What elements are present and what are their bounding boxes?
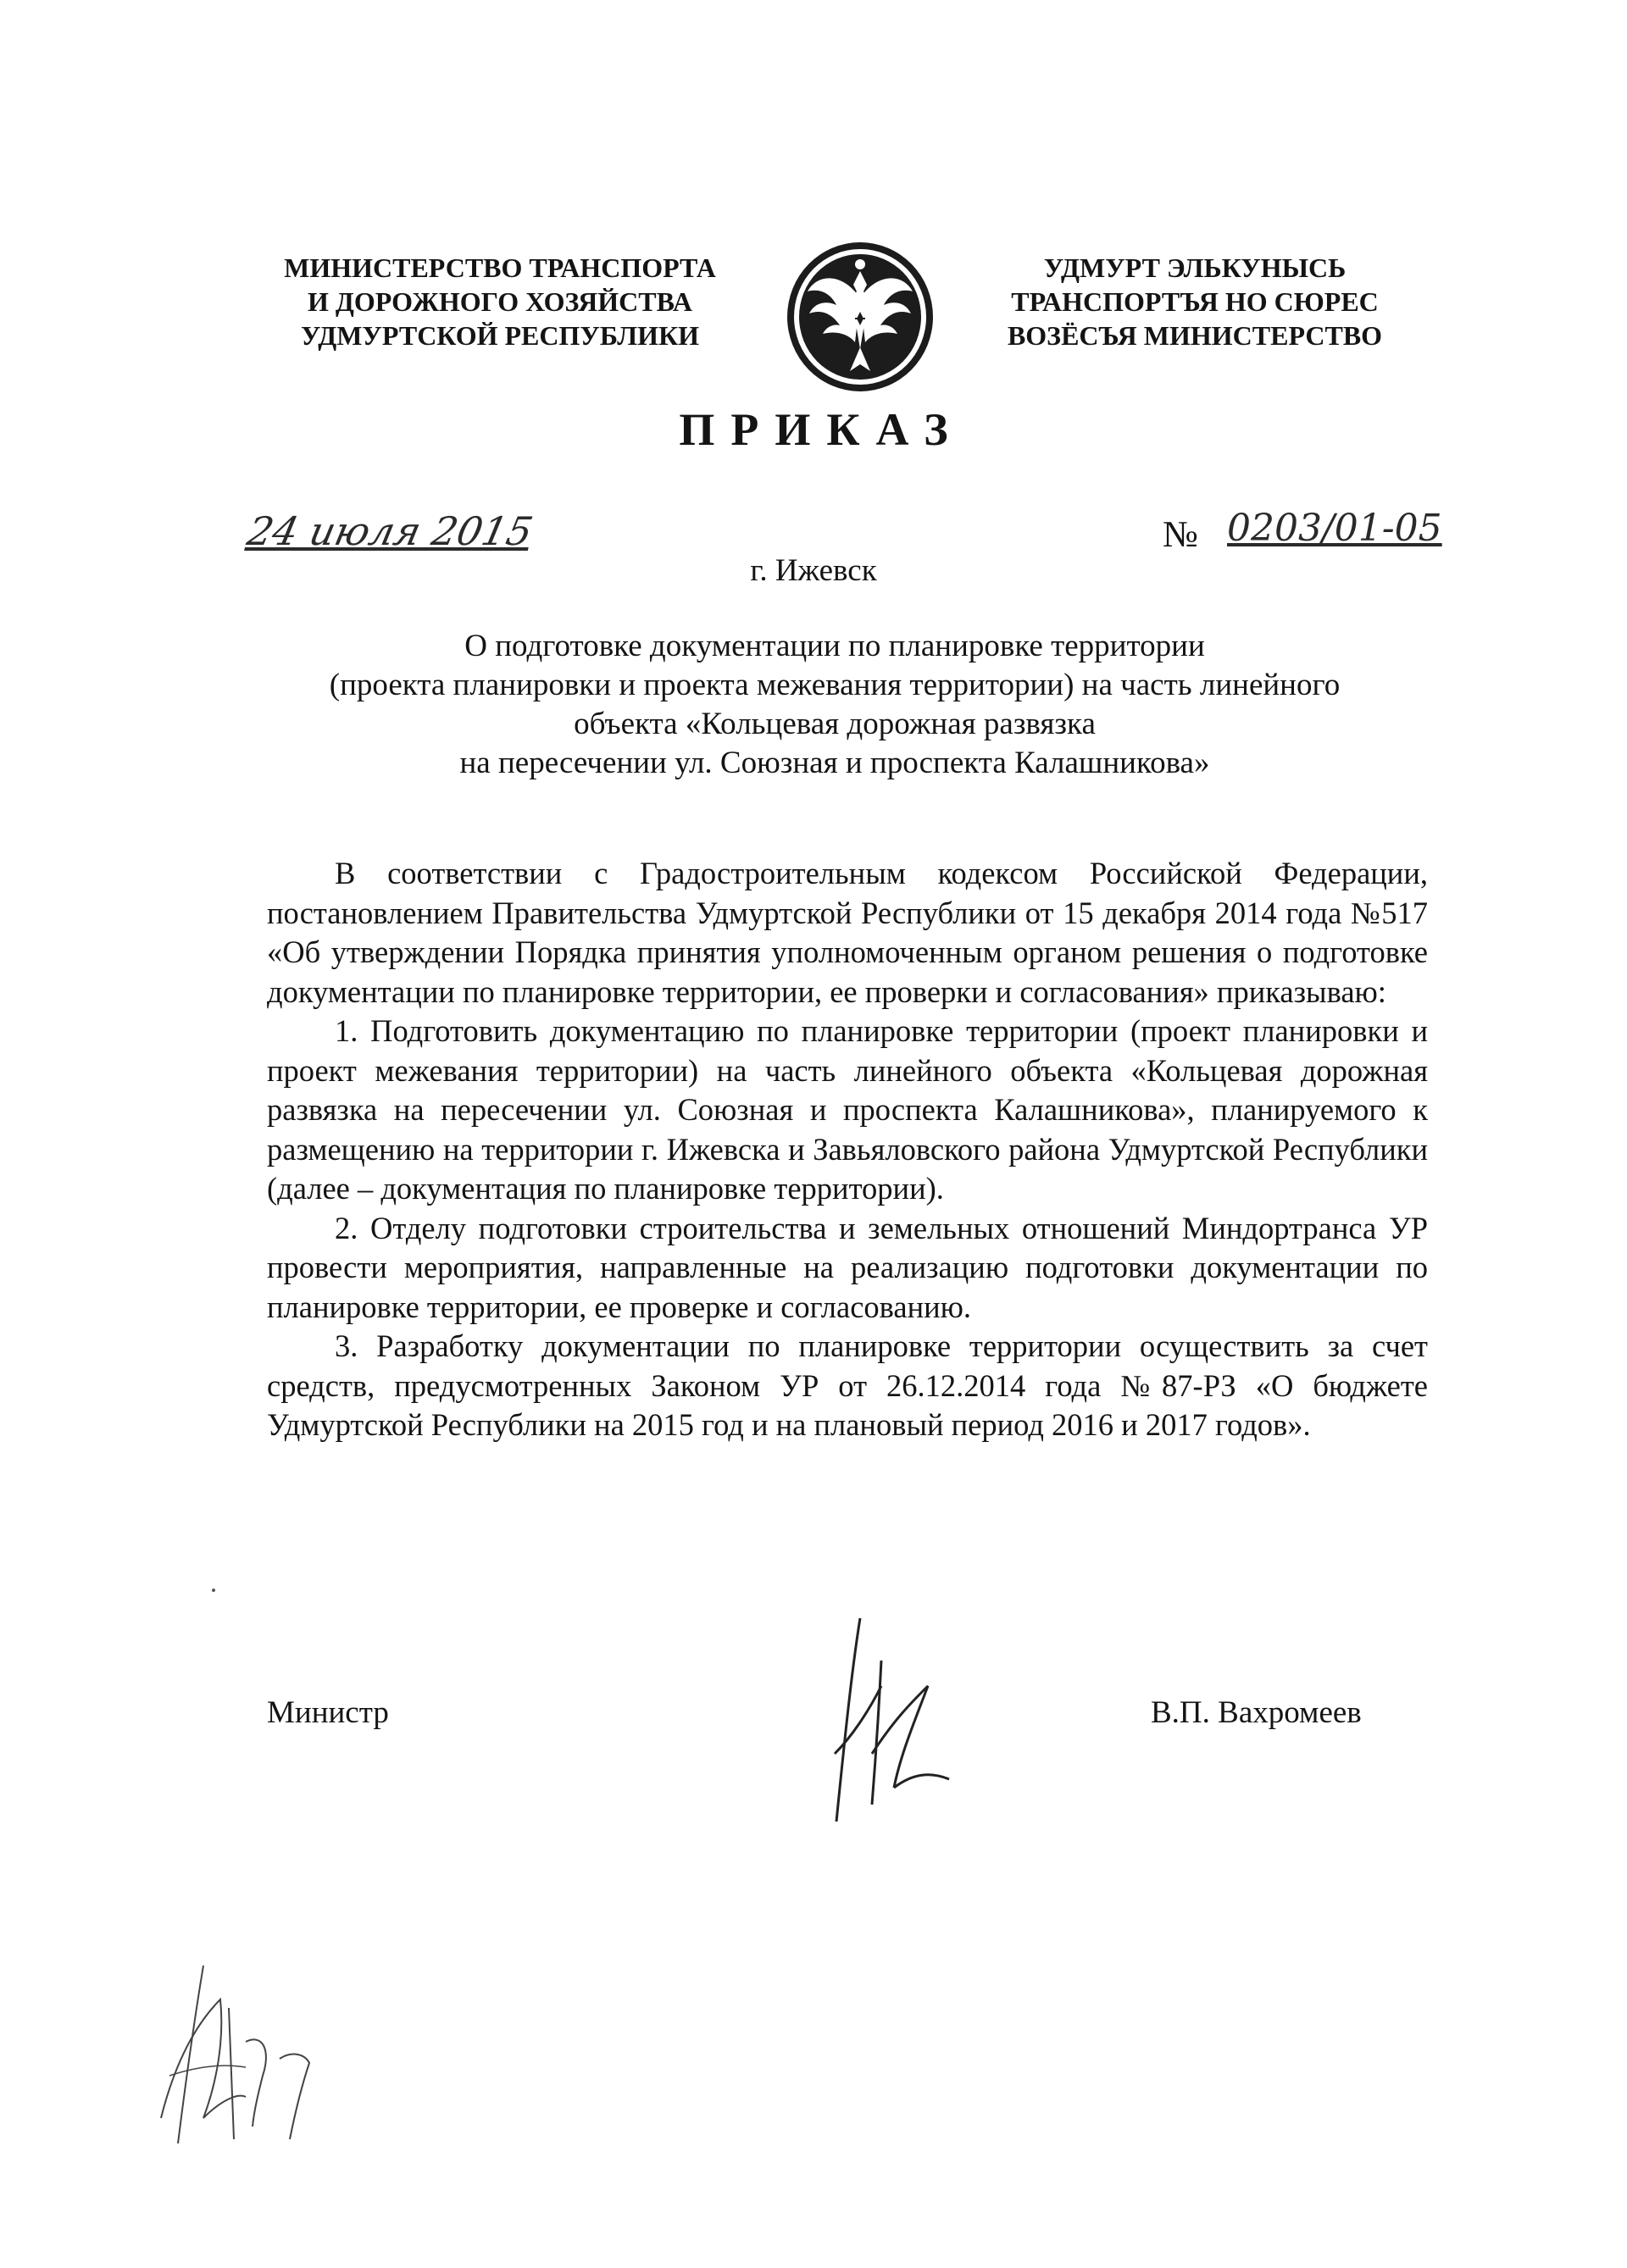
subject-line-2: (проекта планировки и проекта межевания территории) на часть линейного bbox=[329, 668, 1341, 702]
handwritten-date: 24 июля 2015 bbox=[243, 508, 537, 554]
city-line: г. Ижевск bbox=[750, 553, 877, 588]
subject-line-1: О подготовке документации по планировке территории bbox=[464, 629, 1205, 663]
header-left-line-1: МИНИСТЕРСТВО ТРАНСПОРТА bbox=[284, 252, 716, 283]
subject-line-4: на пересечении ул. Союзная и проспекта Калашникова» bbox=[459, 746, 1210, 780]
preamble-paragraph: В соответствии с Градостроительным кодексом Российской Федерации, постановлением Правительства Удмуртской Республики от 15 декабря 2014 года №517 «Об утверждении Порядка принятия уполномоченным органом решения о подготовке документации по планировке территории, ее проверки и согласования» приказываю: bbox=[267, 856, 1428, 1009]
order-subject bbox=[263, 627, 1407, 783]
header-left-line-2: И ДОРОЖНОГО ХОЗЯЙСТВА bbox=[307, 286, 693, 317]
item-1-paragraph: 1. Подготовить документацию по планировке территории (проект планировки и проект межевания территории) на часть линейного объекта «Кольцевая дорожная развязка на пересечении ул. Союзная и проспекта Калашникова», планируемого к размещению на территории г. Ижевска и Завьяловского района Удмуртской Республики (далее – документация по планировке территории). bbox=[267, 1013, 1428, 1206]
handwritten-order-number: 0203/01-05 bbox=[1227, 507, 1442, 550]
ministry-name-udmurt bbox=[966, 251, 1424, 352]
header-right-line-1: УДМУРТ ЭЛЬКУНЫСЬ bbox=[1043, 252, 1347, 283]
order-body bbox=[267, 854, 1428, 1445]
document-title: ПРИКАЗ bbox=[679, 404, 964, 455]
approval-initials bbox=[144, 1949, 330, 2152]
udmurtia-coat-of-arms-icon bbox=[784, 239, 936, 393]
header-left-line-3: УДМУРТСКОЙ РЕСПУБЛИКИ bbox=[300, 320, 700, 351]
handwritten-signature bbox=[801, 1610, 970, 1830]
header-right-line-3: ВОЗЁСЪЯ МИНИСТЕРСТВО bbox=[1007, 320, 1383, 351]
ministry-name-russian bbox=[254, 251, 746, 352]
item-2-paragraph: 2. Отделу подготовки строительства и земельных отношений Миндортранса УР провести мероприятия, направленные на реализацию подготовки документации по планировке территории, ее проверке и согласованию. bbox=[267, 1210, 1428, 1324]
number-sign: № bbox=[1163, 513, 1198, 555]
header-right-line-2: ТРАНСПОРТЪЯ НО СЮРЕС bbox=[1011, 286, 1379, 317]
scan-speck bbox=[212, 1589, 215, 1592]
item-3-paragraph: 3. Разработку документации по планировке территории осуществить за счет средств, предусмотренных Законом УР от 26.12.2014 года №87-РЗ «О бюджете Удмуртской Республики на 2015 год и на плановый период 2016 и 2017 годов». bbox=[267, 1328, 1428, 1442]
signatory-title: Министр bbox=[267, 1695, 389, 1730]
signatory-name: В.П. Вахромеев bbox=[1151, 1695, 1362, 1730]
subject-line-3: объекта «Кольцевая дорожная развязка bbox=[574, 707, 1096, 741]
